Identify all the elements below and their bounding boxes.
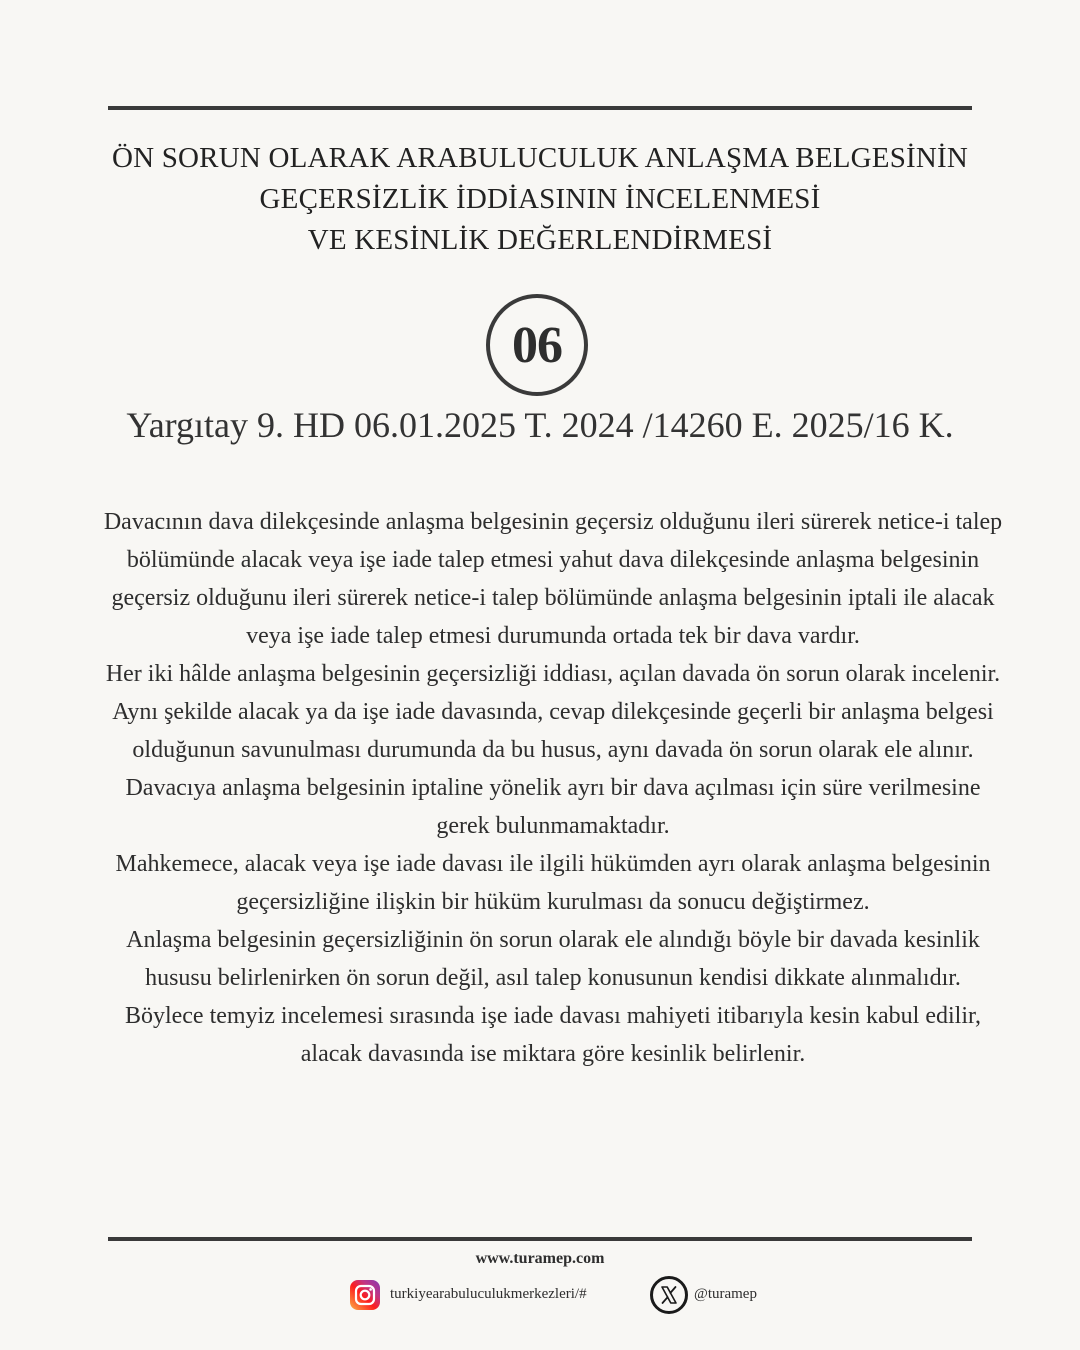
instagram-icon[interactable] — [350, 1280, 380, 1310]
bottom-divider — [108, 1237, 972, 1241]
page-title — [60, 138, 1020, 261]
court-citation: Yargıtay 9. HD 06.01.2025 T. 2024 /14260 E. 2025/16 K. — [126, 405, 954, 445]
paragraph-5: Anlaşma belgesinin geçersizliğinin ön sorun olarak ele alındığı böyle bir davada kesinlik hususu belirlenirken ön sorun değil, asıl talep konusunun kendisi dikkate alınmalıdır. — [126, 927, 980, 991]
paragraph-1: Davacının dava dilekçesinde anlaşma belgesinin geçersiz olduğunu ileri sürerek netice-i talep bölümünde alacak veya işe iade talep etmesi yahut dava dilekçesinde anlaşma belgesinin geçersiz olduğunu ileri sürerek netice-i talep bölümünde anlaşma belgesinin iptali ile alacak veya işe iade talep etmesi durumunda ortada tek bir dava vardır. — [103, 509, 1003, 649]
website-link[interactable]: www.turamep.com — [475, 1250, 605, 1267]
body-text — [100, 503, 1006, 1073]
paragraph-3: Davacıya anlaşma belgesinin iptaline yönelik ayrı bir dava açılması için süre verilmesine gerek bulunmamaktadır. — [125, 775, 981, 839]
instagram-handle[interactable]: turkiyearabuluculukmerkezleri/# — [390, 1286, 587, 1302]
number-badge: 06 — [486, 294, 588, 396]
paragraph-4: Mahkemece, alacak veya işe iade davası ile ilgili hükümden ayrı olarak anlaşma belgesinin geçersizliğine ilişkin bir hüküm kurulması da sonucu değiştirmez. — [115, 851, 991, 915]
x-handle[interactable]: @turamep — [694, 1286, 757, 1302]
paragraph-2: Her iki hâlde anlaşma belgesinin geçersizliği iddiası, açılan davada ön sorun olarak incelenir. Aynı şekilde alacak ya da işe iade davasında, cevap dilekçesinde geçerli bir anlaşma belgesi olduğunun savunulması durumunda da bu husus, aynı davada ön sorun olarak ele alınır. — [105, 661, 1001, 763]
title-line-3: VE KESİNLİK DEĞERLENDİRMESİ — [307, 224, 773, 256]
paragraph-6: Böylece temyiz incelemesi sırasında işe iade davası mahiyeti itibarıyla kesin kabul edilir, alacak davasında ise miktara göre kesinlik belirlenir. — [124, 1003, 982, 1067]
x-icon[interactable] — [650, 1276, 688, 1314]
title-line-2: GEÇERSİZLİK İDDİASININ İNCELENMESİ — [259, 183, 821, 215]
title-line-1: ÖN SORUN OLARAK ARABULUCULUK ANLAŞMA BELGESİNİN — [111, 142, 969, 174]
top-divider — [108, 106, 972, 110]
